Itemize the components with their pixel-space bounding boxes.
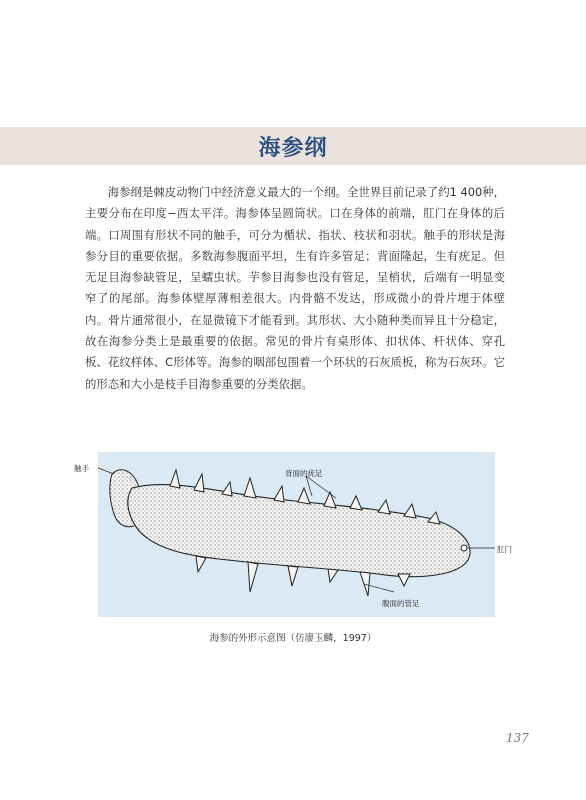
label-tentacles: 触手 <box>74 464 89 473</box>
page-number: 137 <box>506 731 529 745</box>
section-title: 海参纲 <box>258 135 328 161</box>
label-ventral-tube-feet: 腹面的管足 <box>382 599 420 608</box>
figure-caption: 海参的外形示意图（仿廖玉麟，1997） <box>209 633 377 644</box>
label-anus: 肛门 <box>497 545 512 554</box>
body-paragraph: 海参纲是棘皮动物门中经济意义最大的一个纲。全世界目前记录了约1 400种，主要分布在印度−西太平洋。海参体呈圆筒状。口在身体的前端，肛门在身体的后端。口周围有形状不同的触手，可分为楯状、指状、枝状和羽状。触手的形状是海参分目的重要依据。多数海参腹面平坦，生有许多管足；背面隆起，生有疣足。但无足目海参缺管足，呈蠕虫状。芋参目海参也没有管足，呈梢状，后端有一明显变窄了的尾部。海参体壁厚薄相差很大。内骨骼不发达，形成微小的骨片埋于体壁内。骨片通常很小，在显微镜下才能看到。其形状、大小随种类而异且十分稳定，故在海参分类上是最重要的依据。常见的骨片有桌形体、扣状体、杆状体、穿孔板、花纹样体、C形体等。海参的咽部包围着一个环状的石灰质板，称为石灰环。它的形态和大小是枝手目海参重要的分类依据。 <box>85 185 505 391</box>
label-dorsal-papillae: 背面的疣足 <box>285 469 323 478</box>
